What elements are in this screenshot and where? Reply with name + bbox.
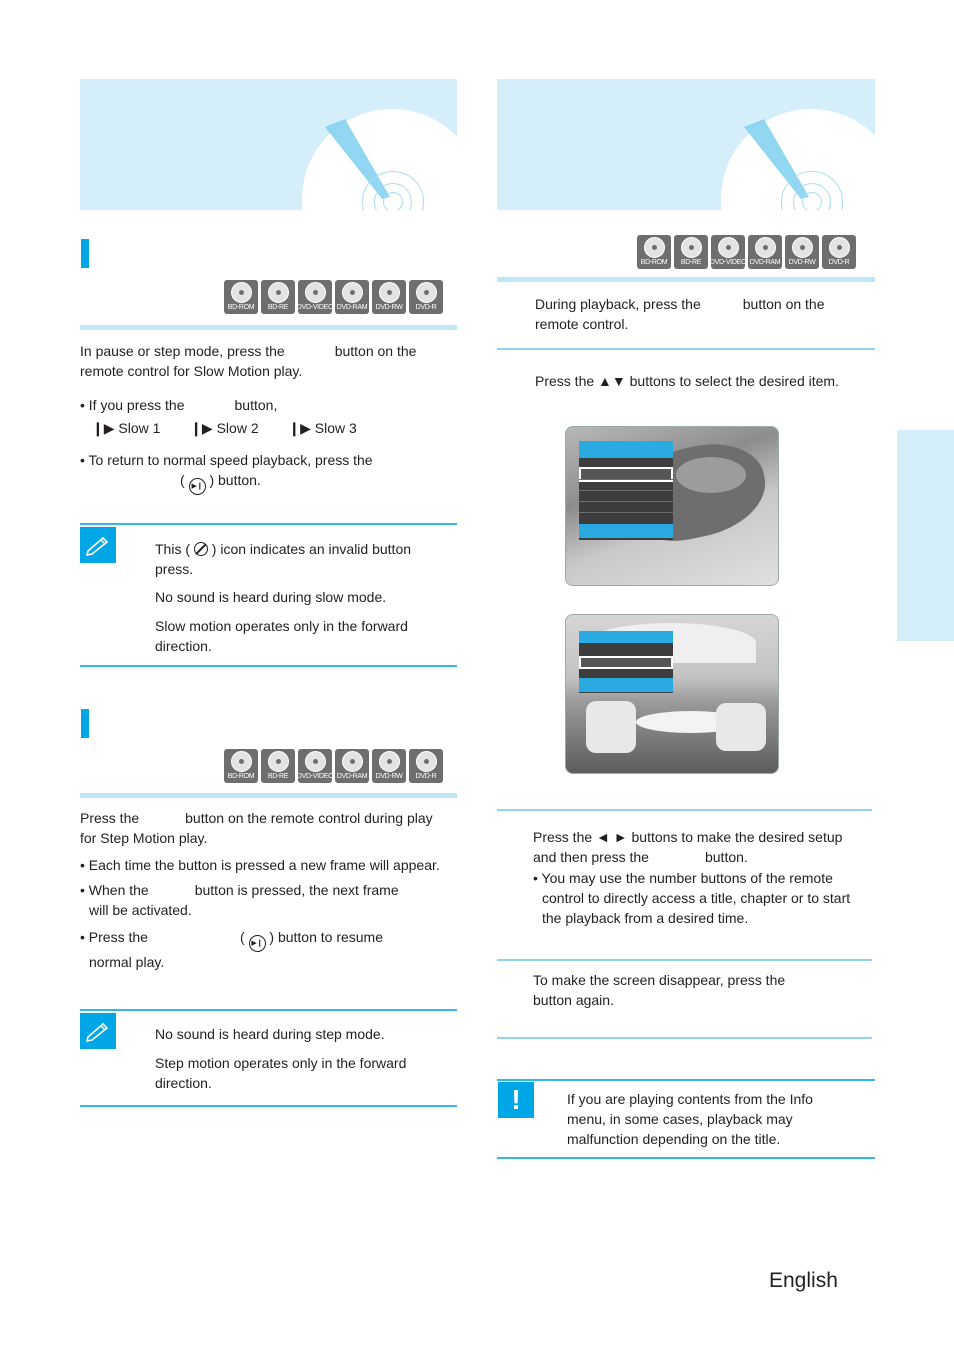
warning-exclamation-icon: ! (498, 1082, 534, 1118)
info-disc-compatibility (637, 235, 856, 269)
bd-rom-icon: BD-ROM (224, 280, 258, 314)
slow-bullet-2: • To return to normal speed playback, press the ( ▶❙ ) button. (80, 450, 457, 495)
slow-note-bottom-rule (80, 665, 457, 667)
slow-section-marker (81, 239, 89, 268)
dvd-rw-icon: DVD-RW (372, 749, 406, 783)
step-intro: Press the button on the remote control during play for Step Motion play. (80, 810, 433, 846)
dvd-r-icon: DVD-R (822, 235, 856, 269)
info-step-2: Press the ▲▼ buttons to select the desired item. (535, 373, 839, 389)
dvd-video-icon: DVD-VIDEO (711, 235, 745, 269)
bd-rom-icon: BD-ROM (637, 235, 671, 269)
dvd-r-icon: DVD-R (409, 280, 443, 314)
info-step-3: Press the ◄ ► buttons to make the desired setup and then press the button. (533, 829, 843, 865)
slow-section-rule (80, 325, 457, 330)
info-step-3-bullet: • You may use the number buttons of the remote control to directly access a title, chapter or to start the playback from a desired time. (533, 870, 851, 926)
info-menu-screenshot-1 (565, 426, 779, 586)
step-bullet-1: • Each time the button is pressed a new frame will appear. (80, 857, 440, 873)
info-divider-1 (497, 348, 875, 350)
info-step-1: During playback, press the button on the remote control. (535, 296, 825, 332)
info-divider-2 (497, 809, 872, 811)
warning-text: If you are playing contents from the Info menu, in some cases, playback may malfunction depending on the title. (567, 1091, 813, 1147)
warning-bottom-rule (497, 1157, 875, 1159)
slow-step-header-banner (80, 79, 457, 210)
slow-note-line-3: Slow motion operates only in the forward direction. (155, 618, 408, 654)
play-slow-icon: ❙▶ (288, 420, 311, 436)
dvd-rw-icon: DVD-RW (785, 235, 819, 269)
dvd-r-icon: DVD-R (409, 749, 443, 783)
slow-note-line-1: This ( ) icon indicates an invalid button press. (155, 541, 412, 577)
note-pencil-icon (80, 1013, 116, 1049)
info-header-banner (497, 79, 875, 210)
slow-disc-compatibility (224, 280, 443, 314)
dvd-ram-icon: DVD-RAM (335, 280, 369, 314)
step-section-rule (80, 793, 457, 798)
warning-top-rule (497, 1079, 875, 1081)
step-bullet-3: • Press the ( ▶❙ ) button to resume normal play. (80, 929, 384, 970)
bd-rom-icon: BD-ROM (224, 749, 258, 783)
step-bullet-2: • When the button is pressed, the next frame will be activated. (80, 882, 399, 918)
note-pencil-icon (80, 527, 116, 563)
play-pause-icon: ▶❙ (189, 478, 206, 495)
dvd-ram-icon: DVD-RAM (335, 749, 369, 783)
bd-re-icon: BD-RE (261, 280, 295, 314)
bd-re-icon: BD-RE (261, 749, 295, 783)
slow-intro: In pause or step mode, press the button on the remote control for Slow Motion play. (80, 343, 417, 379)
info-divider-4 (497, 1037, 872, 1039)
step-note-bottom-rule (80, 1105, 457, 1107)
info-divider-3 (497, 959, 872, 961)
slow-note-top-rule (80, 523, 457, 525)
step-note-line-1: No sound is heard during step mode. (155, 1026, 385, 1042)
step-note-line-2: Step motion operates only in the forward direction. (155, 1055, 407, 1091)
play-slow-icon: ❙▶ (190, 420, 213, 436)
play-pause-icon: ▶❙ (249, 935, 266, 952)
info-menu-screenshot-2 (565, 614, 779, 774)
info-section-rule (497, 277, 875, 282)
footer-language: English (769, 1269, 838, 1292)
step-disc-compatibility (224, 749, 443, 783)
dvd-ram-icon: DVD-RAM (748, 235, 782, 269)
step-section-marker (81, 709, 89, 738)
play-slow-icon: ❙▶ (92, 420, 115, 436)
chapter-side-tab (897, 430, 954, 641)
bd-re-icon: BD-RE (674, 235, 708, 269)
step-note-top-rule (80, 1009, 457, 1011)
slow-note-line-2: No sound is heard during slow mode. (155, 589, 387, 605)
slow-bullet-1: • If you press the button, (80, 397, 278, 413)
prohibited-icon (194, 542, 208, 556)
info-step-4: To make the screen disappear, press the button again. (533, 972, 786, 1008)
slow-speed-list: ❙▶ Slow 1 ❙▶ Slow 2 ❙▶ Slow 3 (92, 420, 357, 436)
dvd-video-icon: DVD-VIDEO (298, 749, 332, 783)
dvd-video-icon: DVD-VIDEO (298, 280, 332, 314)
dvd-rw-icon: DVD-RW (372, 280, 406, 314)
